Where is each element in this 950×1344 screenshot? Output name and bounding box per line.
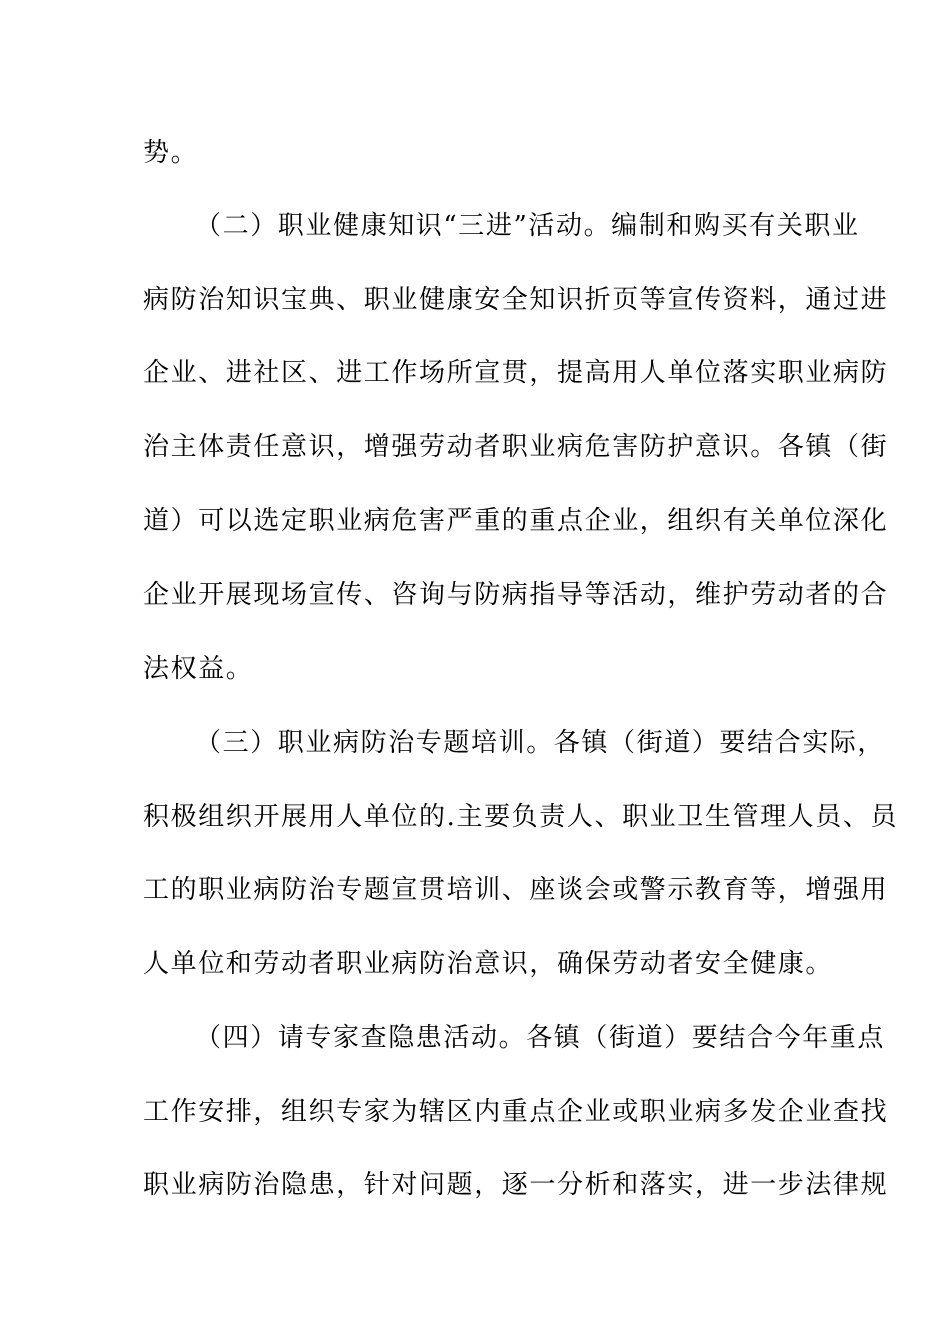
paragraph-heading-line: （二）职业健康知识“三进”活动。编制和购买有关职业	[195, 211, 860, 241]
text-line: 积极组织开展用人单位的.主要负责人、职业卫生管理人员、员	[143, 802, 899, 832]
text-line: 工作安排，组织专家为辖区内重点企业或职业病多发企业查找	[143, 1097, 889, 1127]
text-line: 道）可以选定职业病危害严重的重点企业，组织有关单位深化	[143, 506, 889, 536]
text-line: 势。	[143, 138, 199, 168]
text-line: 法权益。	[143, 654, 254, 684]
text-line: 企业、进社区、进工作场所宣贯，提高用人单位落实职业病防	[143, 358, 889, 388]
text-line: 企业开展现场宣传、咨询与防病指导等活动，维护劳动者的合	[143, 580, 889, 610]
text-line: 治主体责任意识，增强劳动者职业病危害防护意识。各镇（街	[143, 432, 889, 462]
text-line: 人单位和劳动者职业病防治意识，确保劳动者安全健康。	[143, 949, 834, 979]
text-line: 职业病防治隐患，针对问题，逐一分析和落实，进一步法律规	[143, 1170, 889, 1200]
paragraph-heading-line: （三）职业病防治专题培训。各镇（街道）要结合实际，	[195, 728, 886, 758]
paragraph-heading-line: （四）请专家查隐患活动。各镇（街道）要结合今年重点	[195, 1023, 886, 1053]
text-line: 病防治知识宝典、职业健康安全知识折页等宣传资料，通过进	[143, 285, 889, 315]
text-line: 工的职业病防治专题宣贯培训、座谈会或警示教育等，增强用	[143, 875, 889, 905]
